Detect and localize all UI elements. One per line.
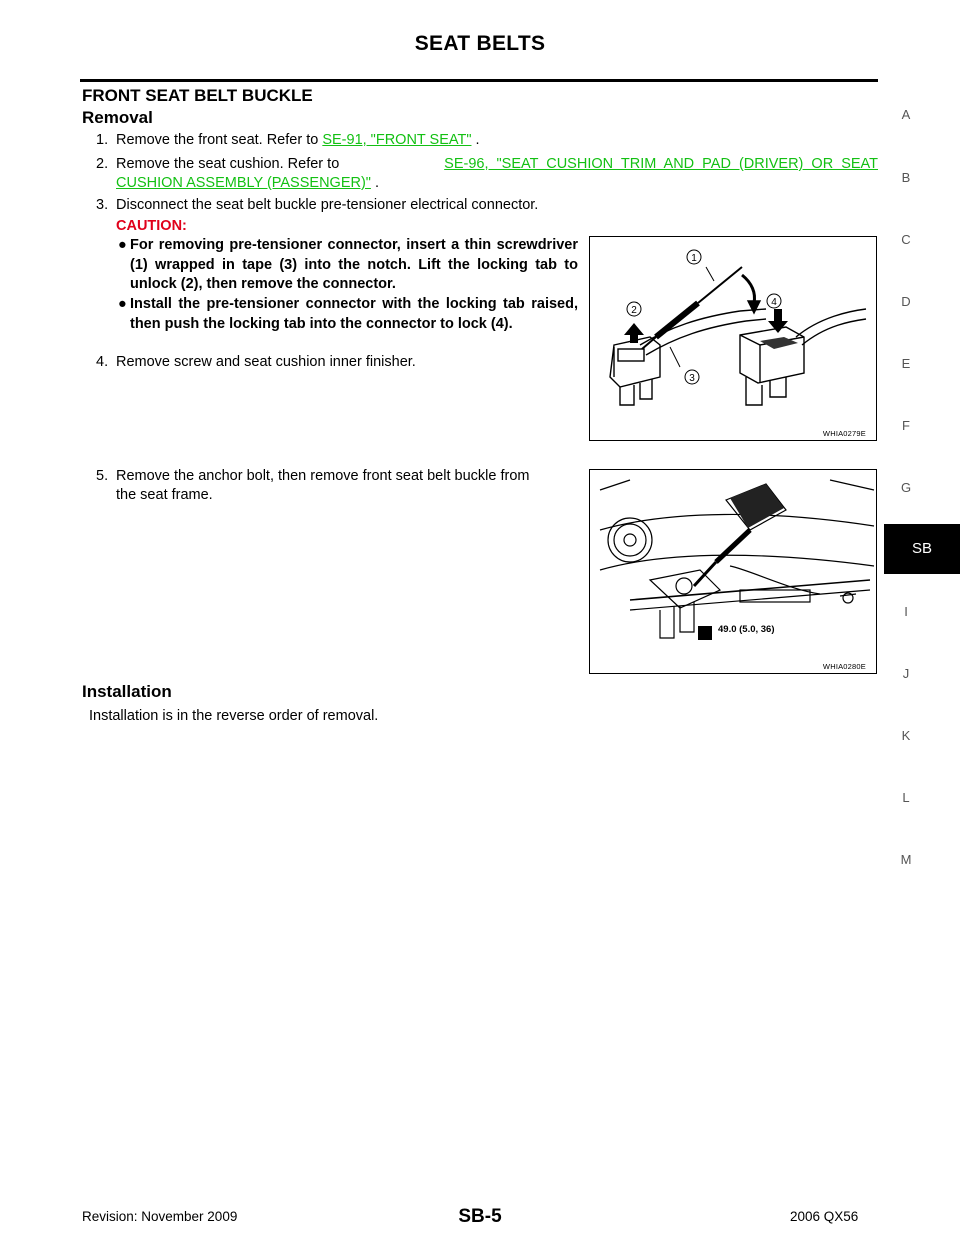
section-title: FRONT SEAT BELT BUCKLE [82,86,313,105]
step-number: 5. [96,468,109,484]
torque-spec: 49.0 (5.0, 36) [718,624,775,635]
link-se-96-line2[interactable]: CUSHION ASSEMBLY (PASSENGER)" [116,175,371,191]
caution-bullet-1 [118,236,578,295]
bullet-dot: ● [118,296,127,312]
step-5 [96,467,529,505]
index-letter-i[interactable]: I [904,604,908,619]
caution-bullet-text: For removing pre-tensioner connector, insert a thin screwdriver (1) wrapped in tape (3) into the notch. Lift the locking tab to unlock (2), then remove the connector. [130,237,578,292]
step-2 [96,155,878,193]
installation-heading: Installation [82,682,172,701]
link-se-91[interactable]: SE-91, "FRONT SEAT" [322,132,472,148]
step-text-cont: the seat frame. [116,487,213,503]
callout-1: 1 [691,253,697,264]
index-letter-f[interactable]: F [902,418,910,433]
buckle-anchor-illustration [590,470,876,673]
index-letter-k[interactable]: K [901,728,911,743]
pretensioner-connector-illustration [590,237,876,440]
step-text: Remove the front seat. Refer to [116,132,323,148]
step-1 [96,131,480,150]
step-text-end: . [471,132,480,148]
index-tab-active[interactable]: SB [884,524,960,574]
footer-revision: Revision: November 2009 [82,1209,238,1224]
step-text-end: . [370,175,379,191]
index-letter-c[interactable]: C [901,232,911,247]
bullet-dot: ● [118,237,127,253]
step-4 [96,353,416,372]
figure-buckle-anchor-bolt [589,469,877,674]
caution-bullet-text: Install the pre-tensioner connector with the locking tab raised, then push the locking tab into the connector to lock (4). [130,296,578,332]
index-letter-a[interactable]: A [901,107,911,122]
figure-pretensioner-connector [589,236,877,441]
index-letter-b[interactable]: B [901,170,911,185]
step-number: 4. [96,354,109,370]
caution-bullet-2 [118,295,578,334]
index-letter-e[interactable]: E [901,356,911,371]
caution-label: CAUTION: [116,218,187,234]
step-text: Disconnect the seat belt buckle pre-tensioner electrical connector. [116,197,539,213]
step-text: Remove the anchor bolt, then remove front seat belt buckle from [116,468,530,484]
index-letter-l[interactable]: L [902,790,910,805]
figure-id: WHIA0279E [822,429,866,438]
callout-4: 4 [771,297,777,308]
step-number: 3. [96,197,109,213]
link-se-96-line1[interactable]: SE-96, "SEAT CUSHION TRIM AND PAD (DRIVER) OR SEAT [444,156,878,172]
step-text: Remove the seat cushion. Refer to [116,156,340,172]
step-text: Remove screw and seat cushion inner finisher. [116,354,416,370]
page-number: SB-5 [458,1206,502,1227]
callout-2: 2 [631,305,637,316]
step-3 [96,196,538,215]
installation-text: Installation is in the reverse order of removal. [89,708,379,724]
step-number: 1. [96,132,109,148]
index-letter-g[interactable]: G [900,480,912,495]
removal-heading: Removal [82,108,153,127]
figure-id: WHIA0280E [822,662,866,671]
footer-model: 2006 QX56 [790,1209,859,1224]
index-letter-m[interactable]: M [900,852,912,867]
header-rule [80,79,878,82]
callout-3: 3 [689,373,695,384]
index-letter-j[interactable]: J [902,666,910,681]
page-header-title: SEAT BELTS [414,32,546,55]
step-number: 2. [96,156,109,172]
index-letter-d[interactable]: D [901,294,911,309]
